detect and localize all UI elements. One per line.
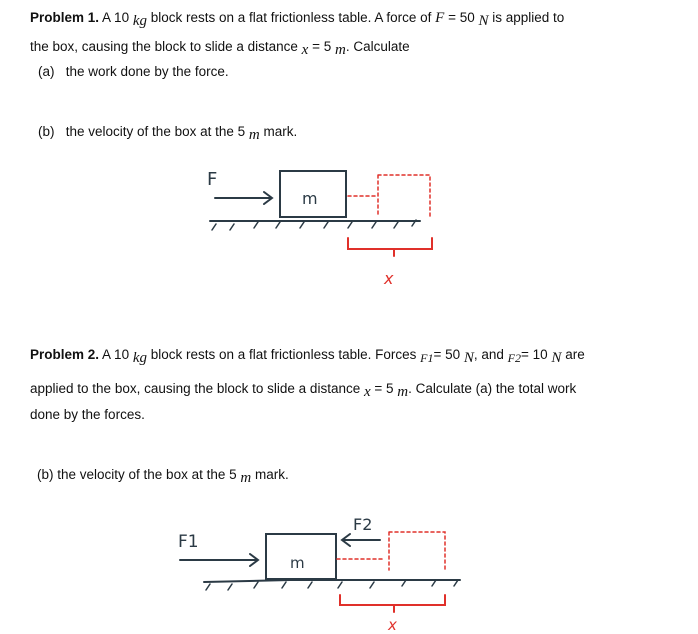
problem2-title: Problem 2.	[30, 347, 100, 362]
text: are	[561, 347, 585, 362]
text: mark.	[251, 467, 289, 482]
text: mark.	[259, 124, 298, 139]
distance-label: x	[388, 616, 397, 634]
problem2-line2	[30, 381, 576, 398]
force-arrow	[215, 192, 272, 204]
unit: N	[463, 350, 474, 366]
text: is applied to	[488, 10, 565, 25]
unit: N	[551, 350, 562, 366]
force1-arrow	[180, 554, 258, 566]
label: (a)	[38, 64, 55, 79]
text: = 5	[308, 39, 335, 54]
text: = 50	[433, 347, 464, 362]
problem2-line3: done by the forces.	[30, 407, 145, 422]
problem1-part-a	[38, 64, 229, 79]
unit: m	[335, 42, 346, 58]
problem2-part-b	[37, 467, 289, 484]
unit: m	[240, 470, 252, 486]
problem2-line1	[30, 347, 585, 364]
text: the velocity of the box at the 5	[65, 124, 249, 139]
force1-label: F1	[178, 532, 199, 552]
text: = 5	[370, 381, 398, 396]
table-surface	[204, 580, 460, 582]
mass-label: m	[290, 554, 305, 572]
text: block rests on a flat frictionless table. A force of	[147, 10, 436, 25]
text: applied to the box, causing the block to slide a distance	[30, 381, 364, 396]
var: x	[301, 42, 309, 58]
var: F1	[420, 351, 434, 365]
force2-arrow	[342, 534, 380, 546]
text: A 10	[102, 10, 133, 25]
text: A 10	[102, 347, 133, 362]
problem1-part-b	[38, 124, 297, 141]
text: = 10	[521, 347, 552, 362]
mass-label: m	[302, 189, 318, 208]
unit: m	[397, 384, 409, 400]
unit: m	[248, 127, 260, 143]
unit: kg	[132, 350, 147, 366]
problem2-diagram	[170, 500, 470, 634]
force-label: F	[207, 169, 218, 190]
text: . Calculate	[345, 39, 410, 54]
unit: kg	[132, 13, 147, 29]
problem1-title: Problem 1.	[30, 10, 100, 25]
var: F2	[507, 351, 522, 365]
text: = 50	[444, 10, 479, 25]
problem1-line2	[30, 39, 410, 56]
label: (b)	[38, 124, 55, 139]
var: F	[435, 10, 445, 26]
var: x	[363, 384, 371, 400]
final-position	[348, 175, 430, 217]
unit: N	[478, 13, 489, 29]
text: block rests on a flat frictionless table. Forces	[147, 347, 421, 362]
text: the box, causing the block to slide a distance	[30, 39, 302, 54]
text: the work done by the force.	[65, 64, 229, 79]
problem1-diagram	[180, 160, 460, 300]
text: (b) the velocity of the box at the 5	[37, 467, 241, 482]
final-position	[337, 532, 445, 570]
force2-label: F2	[353, 515, 373, 534]
distance-bracket	[348, 238, 432, 256]
distance-bracket	[340, 595, 445, 612]
text: . Calculate (a) the total work	[408, 381, 577, 396]
distance-label: x	[384, 269, 394, 288]
problem1-line1	[30, 10, 564, 27]
text: , and	[473, 347, 508, 362]
